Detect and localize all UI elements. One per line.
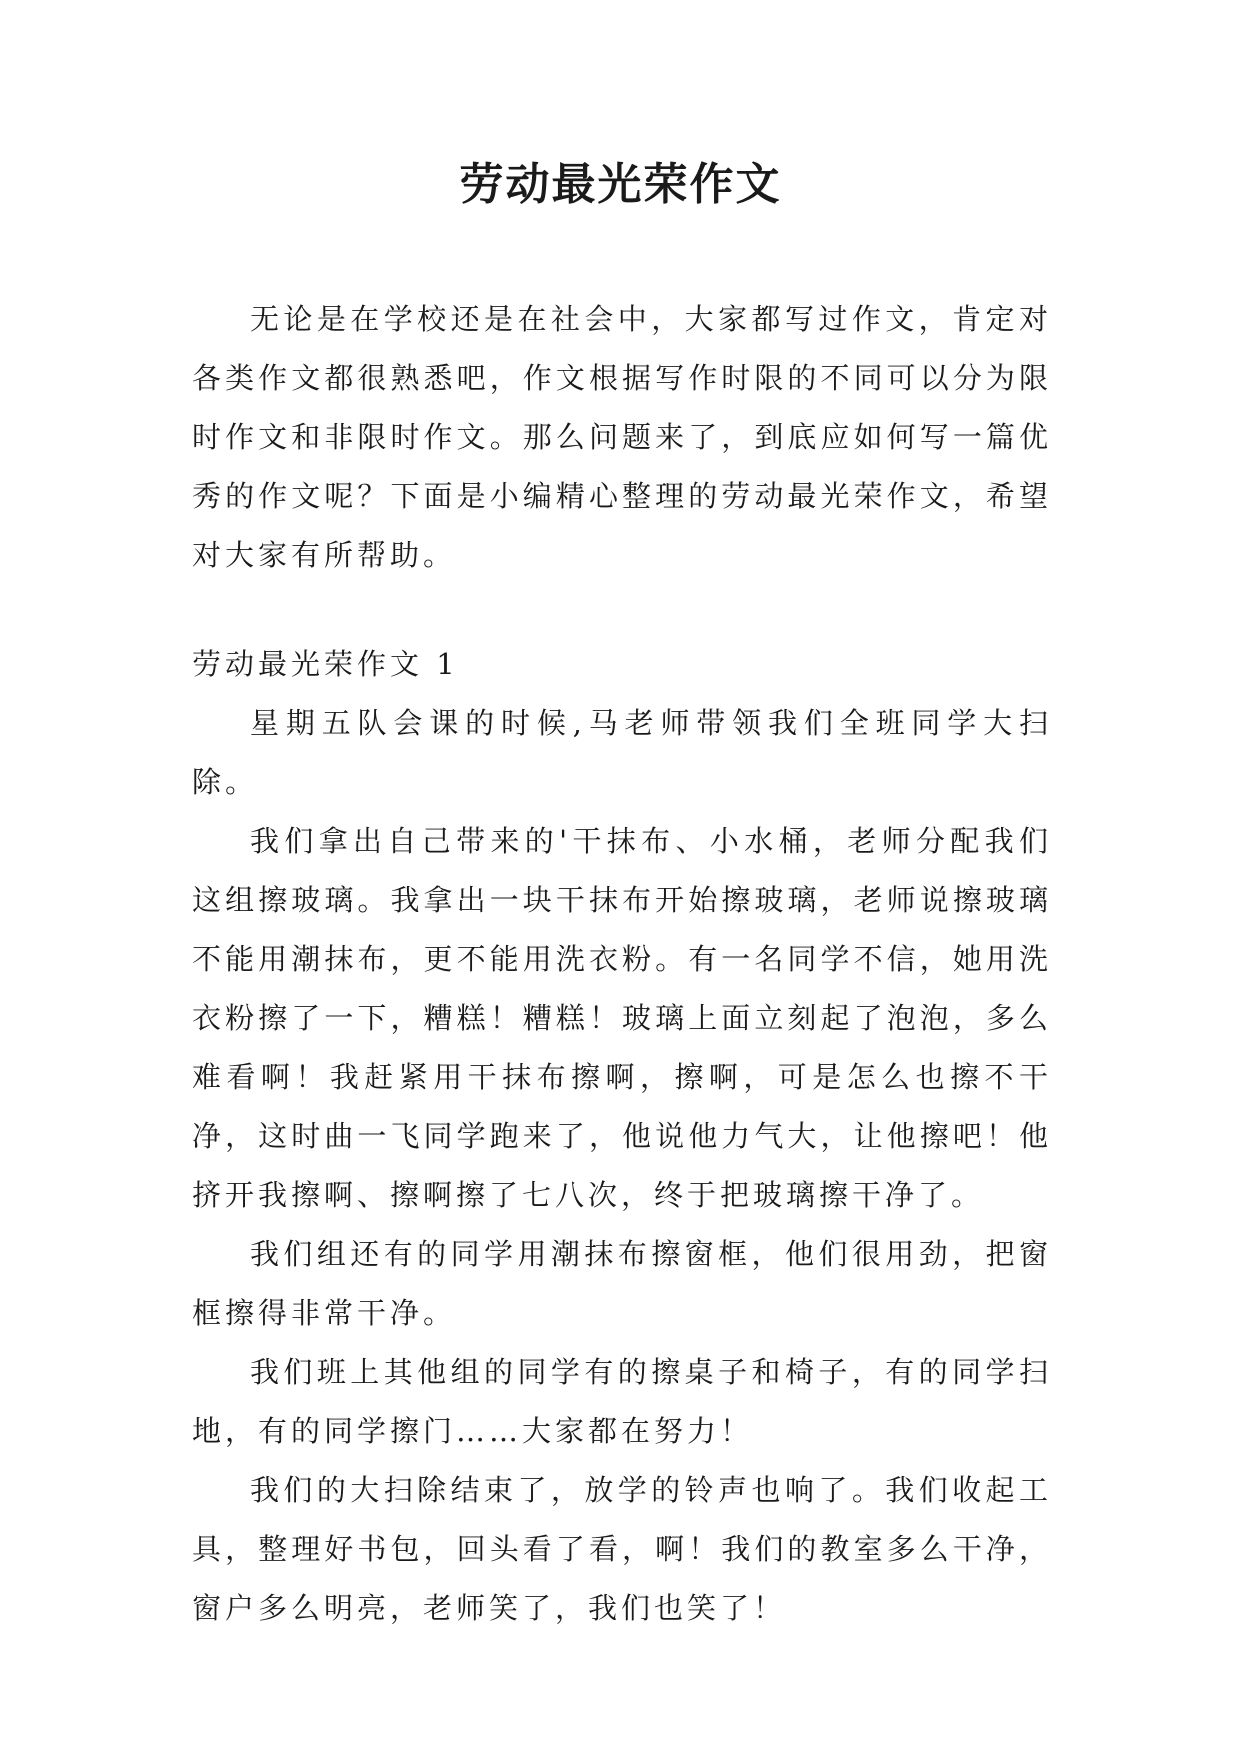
body-paragraph-4: 我们班上其他组的同学有的擦桌子和椅子，有的同学扫地，有的同学擦门……大家都在努力！	[192, 1355, 1052, 1448]
body-paragraph-2: 我们拿出自己带来的'干抹布、小水桶，老师分配我们这组擦玻璃。我拿出一块干抹布开始擦玻璃，老师说擦玻璃不能用潮抹布，更不能用洗衣粉。有一名同学不信，她用洗衣粉擦了一下，糟糕！糟糕！玻璃上面立刻起了泡泡，多么难看啊！我赶紧用干抹布擦啊，擦啊，可是怎么也擦不干净，这时曲一飞同学跑来了，他说他力气大，让他擦吧！他挤开我擦啊、擦啊擦了七八次，终于把玻璃擦干净了。	[192, 824, 1052, 1212]
section-heading: 劳动最光荣作文 1	[192, 647, 459, 681]
document-body	[192, 290, 1052, 1638]
document-title: 劳动最光荣作文	[459, 159, 782, 210]
body-paragraph-1: 星期五队会课的时候,马老师带领我们全班同学大扫除。	[192, 706, 1052, 799]
intro-paragraph: 无论是在学校还是在社会中，大家都写过作文，肯定对各类作文都很熟悉吧，作文根据写作时限的不同可以分为限时作文和非限时作文。那么问题来了，到底应如何写一篇优秀的作文呢？下面是小编精心整理的劳动最光荣作文，希望对大家有所帮助。	[192, 302, 1052, 572]
section-1	[192, 635, 1052, 1638]
body-paragraph-5: 我们的大扫除结束了，放学的铃声也响了。我们收起工具，整理好书包，回头看了看，啊！我们的教室多么干净，窗户多么明亮，老师笑了，我们也笑了！	[192, 1473, 1052, 1625]
body-paragraph-3: 我们组还有的同学用潮抹布擦窗框，他们很用劲，把窗框擦得非常干净。	[192, 1237, 1052, 1330]
